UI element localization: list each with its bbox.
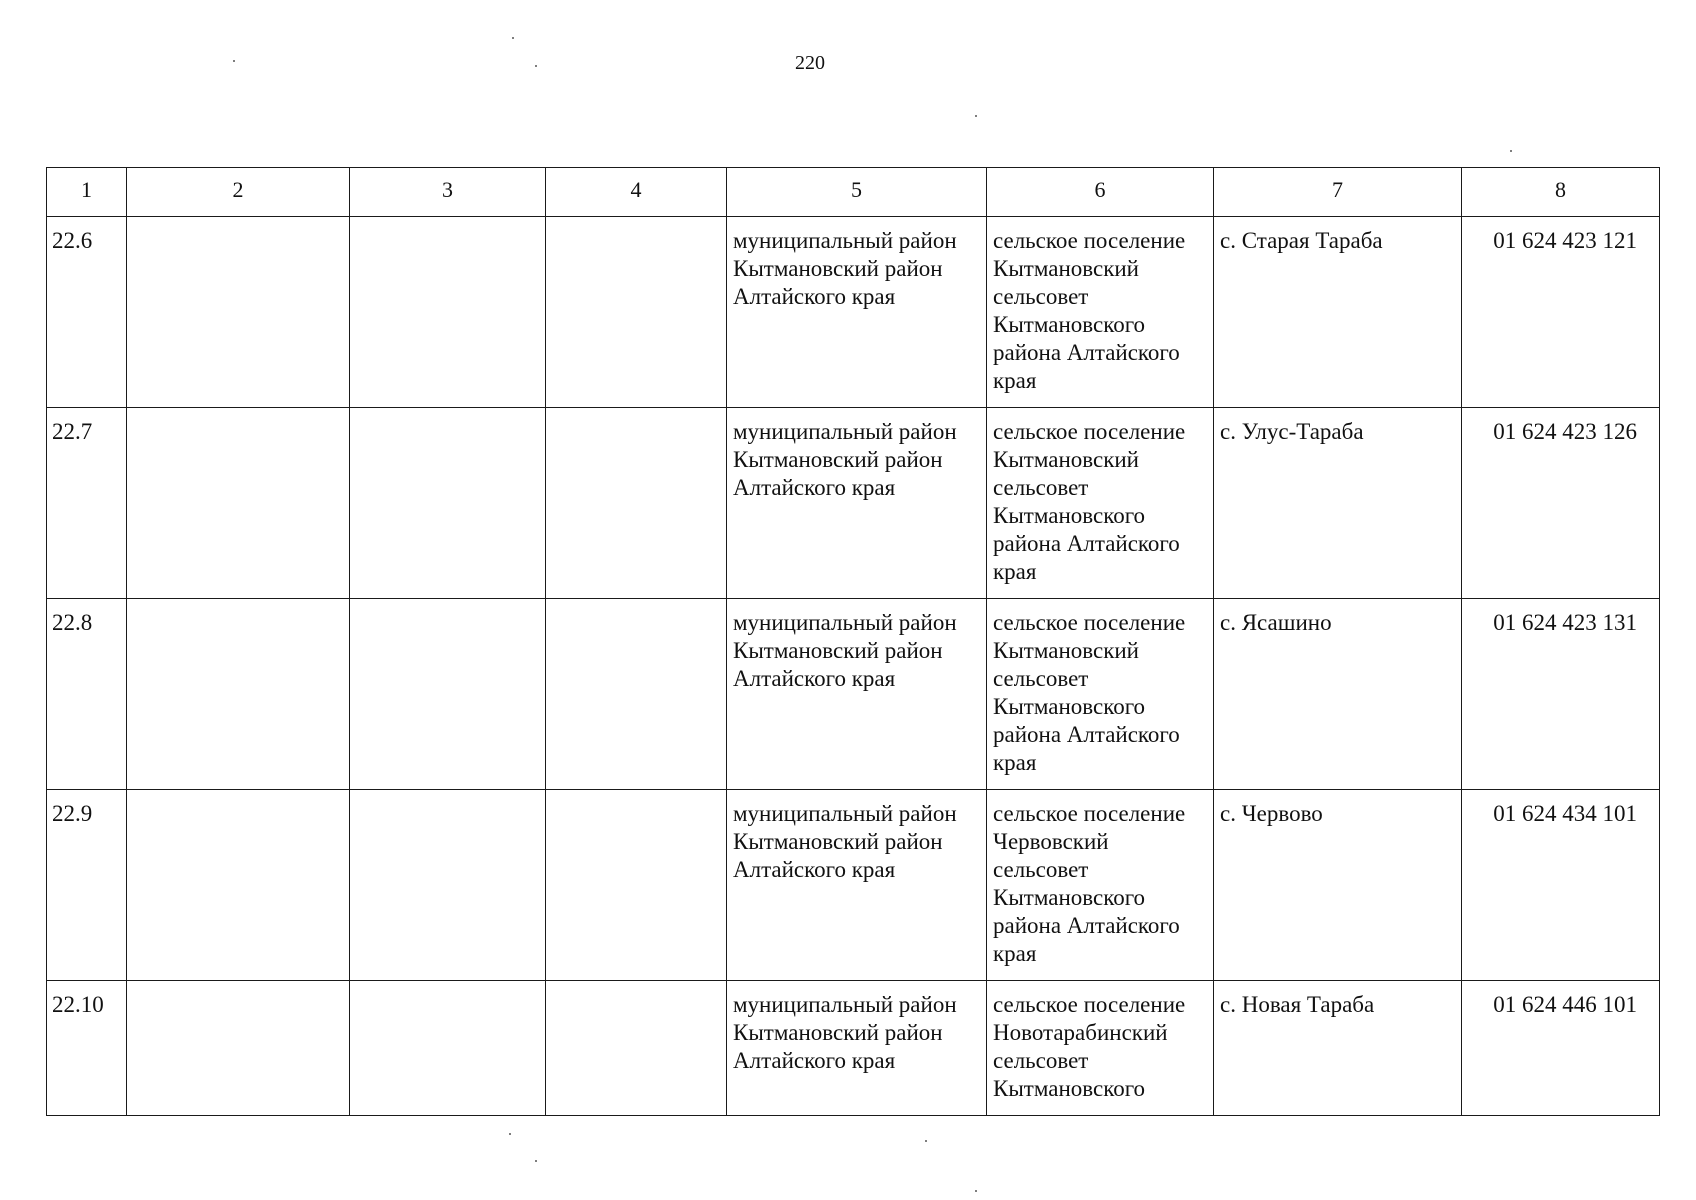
cell-col4 bbox=[546, 408, 727, 599]
municipal-district: муниципальный район Кытмановский район Алтайского края bbox=[727, 217, 987, 408]
settlement: сельское поселение Кытмановский сельсовет Кытмановского района Алтайского края bbox=[987, 217, 1214, 408]
scan-speck bbox=[925, 1140, 927, 1142]
column-header: 2 bbox=[127, 168, 350, 217]
table-row bbox=[47, 790, 1660, 981]
cell-col4 bbox=[546, 981, 727, 1116]
locality: с. Новая Тараба bbox=[1214, 981, 1462, 1116]
oktmo-code: 01 624 446 101 bbox=[1462, 981, 1660, 1116]
settlement: сельское поселение Кытмановский сельсовет Кытмановского района Алтайского края bbox=[987, 599, 1214, 790]
column-header: 8 bbox=[1462, 168, 1660, 217]
cell-col2 bbox=[127, 981, 350, 1116]
municipal-district: муниципальный район Кытмановский район Алтайского края bbox=[727, 790, 987, 981]
settlement: сельское поселение Кытмановский сельсовет Кытмановского района Алтайского края bbox=[987, 408, 1214, 599]
oktmo-code: 01 624 423 131 bbox=[1462, 599, 1660, 790]
locality: с. Ясашино bbox=[1214, 599, 1462, 790]
municipal-district: муниципальный район Кытмановский район Алтайского края bbox=[727, 408, 987, 599]
settlement: сельское поселение Новотарабинский сельсовет Кытмановского bbox=[987, 981, 1214, 1116]
column-header: 6 bbox=[987, 168, 1214, 217]
cell-col3 bbox=[350, 217, 546, 408]
scan-speck bbox=[975, 115, 977, 117]
page-number: 220 bbox=[795, 52, 825, 74]
column-header: 5 bbox=[727, 168, 987, 217]
scan-speck bbox=[509, 1133, 511, 1135]
scan-speck bbox=[1510, 150, 1512, 152]
cell-col2 bbox=[127, 408, 350, 599]
scan-speck bbox=[233, 60, 235, 62]
table-row bbox=[47, 217, 1660, 408]
row-number: 22.9 bbox=[47, 790, 127, 981]
cell-col4 bbox=[546, 790, 727, 981]
municipal-district: муниципальный район Кытмановский район Алтайского края bbox=[727, 599, 987, 790]
cell-col3 bbox=[350, 790, 546, 981]
municipal-district: муниципальный район Кытмановский район Алтайского края bbox=[727, 981, 987, 1116]
cell-col3 bbox=[350, 599, 546, 790]
cell-col2 bbox=[127, 599, 350, 790]
column-header: 4 bbox=[546, 168, 727, 217]
oktmo-code: 01 624 434 101 bbox=[1462, 790, 1660, 981]
table-row bbox=[47, 981, 1660, 1116]
oktmo-code: 01 624 423 121 bbox=[1462, 217, 1660, 408]
cell-col4 bbox=[546, 599, 727, 790]
row-number: 22.8 bbox=[47, 599, 127, 790]
table-row bbox=[47, 408, 1660, 599]
column-header: 7 bbox=[1214, 168, 1462, 217]
cell-col2 bbox=[127, 217, 350, 408]
row-number: 22.10 bbox=[47, 981, 127, 1116]
registry-table bbox=[46, 167, 1660, 1116]
scan-speck bbox=[535, 65, 537, 67]
row-number: 22.7 bbox=[47, 408, 127, 599]
scan-speck bbox=[535, 1160, 537, 1162]
scan-speck bbox=[975, 1190, 977, 1192]
row-number: 22.6 bbox=[47, 217, 127, 408]
column-header: 1 bbox=[47, 168, 127, 217]
table-row bbox=[47, 599, 1660, 790]
locality: с. Червово bbox=[1214, 790, 1462, 981]
cell-col4 bbox=[546, 217, 727, 408]
cell-col3 bbox=[350, 408, 546, 599]
locality: с. Улус-Тараба bbox=[1214, 408, 1462, 599]
cell-col2 bbox=[127, 790, 350, 981]
cell-col3 bbox=[350, 981, 546, 1116]
settlement: сельское поселение Червовский сельсовет Кытмановского района Алтайского края bbox=[987, 790, 1214, 981]
oktmo-code: 01 624 423 126 bbox=[1462, 408, 1660, 599]
locality: с. Старая Тараба bbox=[1214, 217, 1462, 408]
table-header-row bbox=[47, 168, 1660, 217]
column-header: 3 bbox=[350, 168, 546, 217]
scan-speck bbox=[512, 37, 514, 39]
